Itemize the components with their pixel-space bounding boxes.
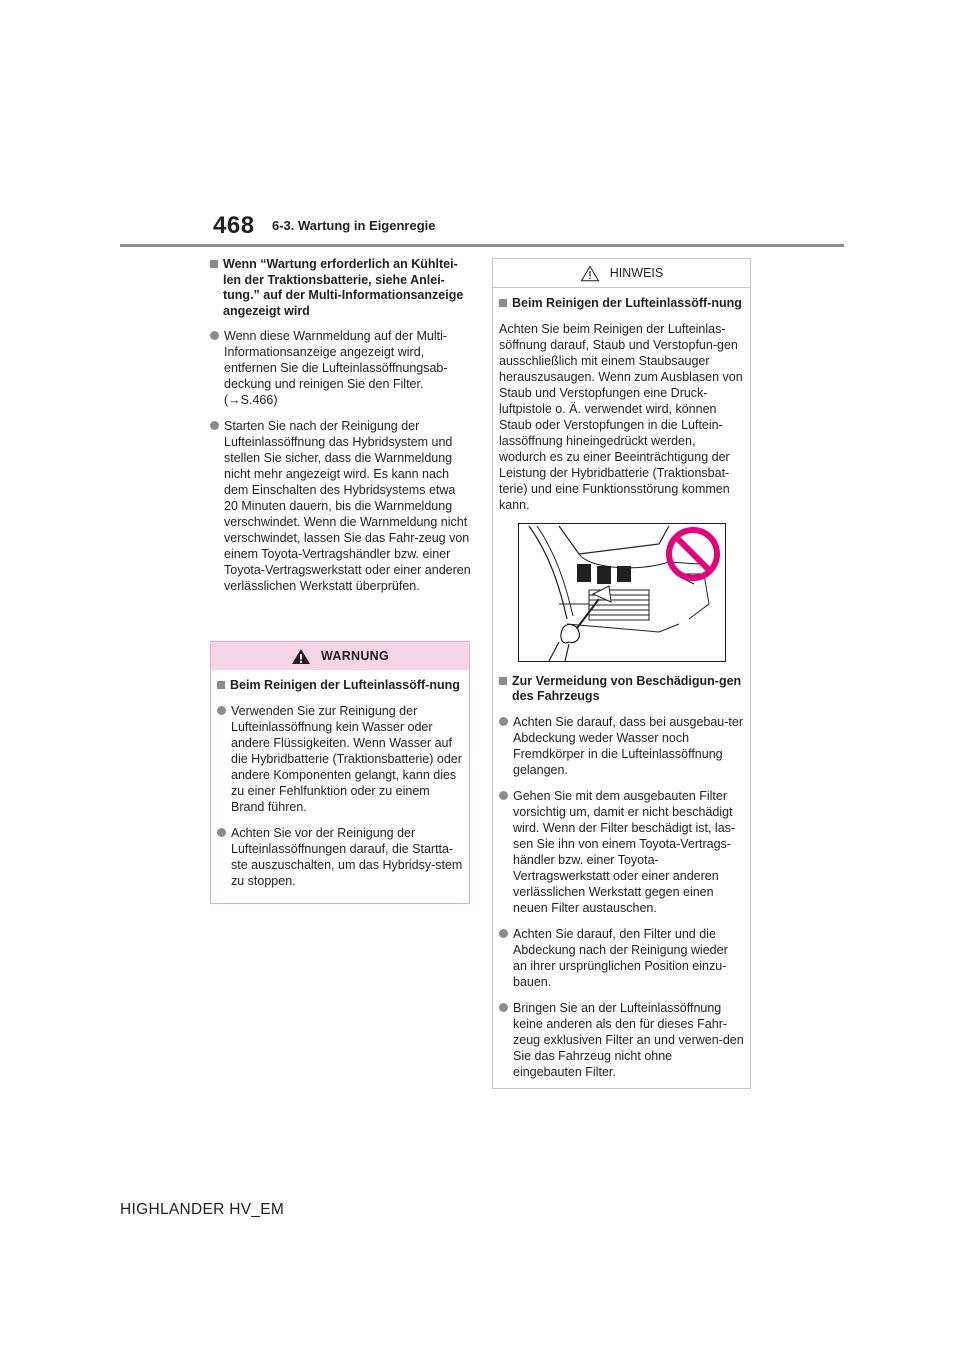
round-bullet-icon	[217, 706, 226, 715]
round-bullet-icon	[217, 828, 226, 837]
note-body	[493, 288, 750, 1096]
list-item	[499, 714, 744, 778]
list-item-text: Wenn diese Warnmeldung auf der Multi-Informationsanzeige angezeigt wird, entfernen Sie die Lufteinlassöffnungsab-deckung und reinigen Sie den Filter. (→S.466)	[224, 329, 448, 407]
warning-box	[210, 641, 470, 904]
square-bullet-icon	[217, 681, 225, 689]
warning-body	[211, 670, 469, 905]
note-paragraph: Achten Sie beim Reinigen der Lufteinlas-söffnung darauf, Staub und Verstopfun-gen ausschließlich mit einem Staubsauger herauszusaugen. Wenn zum Ausblasen von Staub und Verstopfungen eine Druck-luftpistole o. Ä. verwendet wird, können Staub oder Verstopfungen in die Luftein-lassöffnung hineingedrückt werden, wodurch es zu einer Beeinträchtigung der Leistung der Hybridbatterie (Traktionsbat-terie) und eine Funktionsstörung kommen kann.	[499, 321, 743, 512]
list-item-text: Verwenden Sie zur Reinigung der Lufteinlassöffnung kein Wasser oder andere Flüssigkeiten. Wenn Wasser auf die Hybridbatterie (Traktionsbatterie) oder andere Komponenten gelangt, kann dies zu einer Fehlfunktion oder zu einem Brand führen.	[231, 703, 462, 814]
list-item	[499, 926, 744, 990]
footer-model-name: HIGHLANDER HV_EM	[120, 1201, 285, 1218]
square-bullet-icon	[499, 677, 507, 685]
list-item-text: Gehen Sie mit dem ausgebauten Filter vorsichtig um, damit er nicht beschädigt wird. Wenn der Filter beschädigt ist, las-sen Sie ihn von einem Toyota-Vertrags-händler bzw. einer Toyota-Vertragswerkstatt oder einer anderen verlässlichen Werkstatt gegen einen neuen Filter austauschen.	[513, 788, 736, 915]
section-title: 6-3. Wartung in Eigenregie	[272, 218, 436, 233]
list-item-text: Bringen Sie an der Lufteinlassöffnung keine anderen als den für dieses Fahr-zeug exklusiven Filter an und verwen-den Sie das Fahrzeug nicht ohne eingebauten Filter.	[513, 1000, 744, 1079]
note-header	[493, 259, 750, 287]
list-item	[499, 1000, 744, 1080]
page-number: 468	[213, 212, 255, 239]
round-bullet-icon	[499, 929, 508, 938]
list-item-text: Achten Sie vor der Reinigung der Lufteinlassöffnungen darauf, die Startta-ste auszuschalten, um das Hybridsy-stem zu stoppen.	[231, 825, 463, 888]
list-item	[210, 418, 472, 594]
note-box	[492, 258, 751, 1089]
warning-title: WARNUNG	[320, 649, 390, 663]
list-item	[499, 788, 744, 916]
air-intake-cleaning-image	[519, 524, 725, 661]
warning-header	[211, 642, 469, 670]
list-item	[217, 703, 463, 815]
list-item	[210, 328, 472, 408]
note-heading	[499, 674, 744, 705]
note-title: HINWEIS	[609, 266, 664, 280]
round-bullet-icon	[210, 421, 219, 430]
heading-text: Wenn “Wartung erforderlich an Kühltei-len der Traktionsbatterie, siehe Anlei-tung.” auf der Multi-Informationsanzeige angezeigt wird	[223, 257, 464, 318]
list-item-text: Achten Sie darauf, den Filter und die Abdeckung nach der Reinigung wieder an ihrer ursprünglichen Position einzu-bauen.	[513, 926, 728, 989]
heading-text: Beim Reinigen der Lufteinlassöff-nung	[512, 296, 742, 310]
header-rule	[120, 244, 844, 247]
caution-triangle-icon	[580, 265, 600, 282]
section-heading	[210, 257, 472, 319]
round-bullet-icon	[499, 791, 508, 800]
list-item-text: Achten Sie darauf, dass bei ausgebau-ter Abdeckung weder Wasser noch Fremdkörper in die Lufteinlassöffnung gelangen.	[513, 714, 744, 777]
list-item-text: Starten Sie nach der Reinigung der Lufteinlassöffnung das Hybridsystem und stellen Sie sicher, dass die Warnmeldung nicht mehr angezeigt wird. Es kann nach dem Einschalten des Hybridsystems etwa 20 Minuten dauern, bis die Warnmeldung verschwindet. Wenn die Warnmeldung nicht verschwindet, lassen Sie das Fahr-zeug von einem Toyota-Vertragshändler bzw. einer Toyota-Vertragswerkstatt oder einer anderen verlässlichen Werkstatt überprüfen.	[224, 419, 471, 593]
heading-text: Zur Vermeidung von Beschädigun-gen des Fahrzeugs	[512, 673, 742, 703]
left-column	[210, 257, 472, 604]
warning-triangle-icon	[291, 648, 311, 665]
square-bullet-icon	[499, 299, 507, 307]
warning-heading	[217, 678, 463, 694]
cleaning-illustration	[518, 523, 726, 662]
heading-text: Beim Reinigen der Lufteinlassöff-nung	[230, 678, 460, 692]
round-bullet-icon	[499, 717, 508, 726]
list-item	[217, 825, 463, 889]
square-bullet-icon	[210, 260, 218, 268]
note-heading	[499, 296, 744, 312]
round-bullet-icon	[210, 331, 219, 340]
round-bullet-icon	[499, 1003, 508, 1012]
